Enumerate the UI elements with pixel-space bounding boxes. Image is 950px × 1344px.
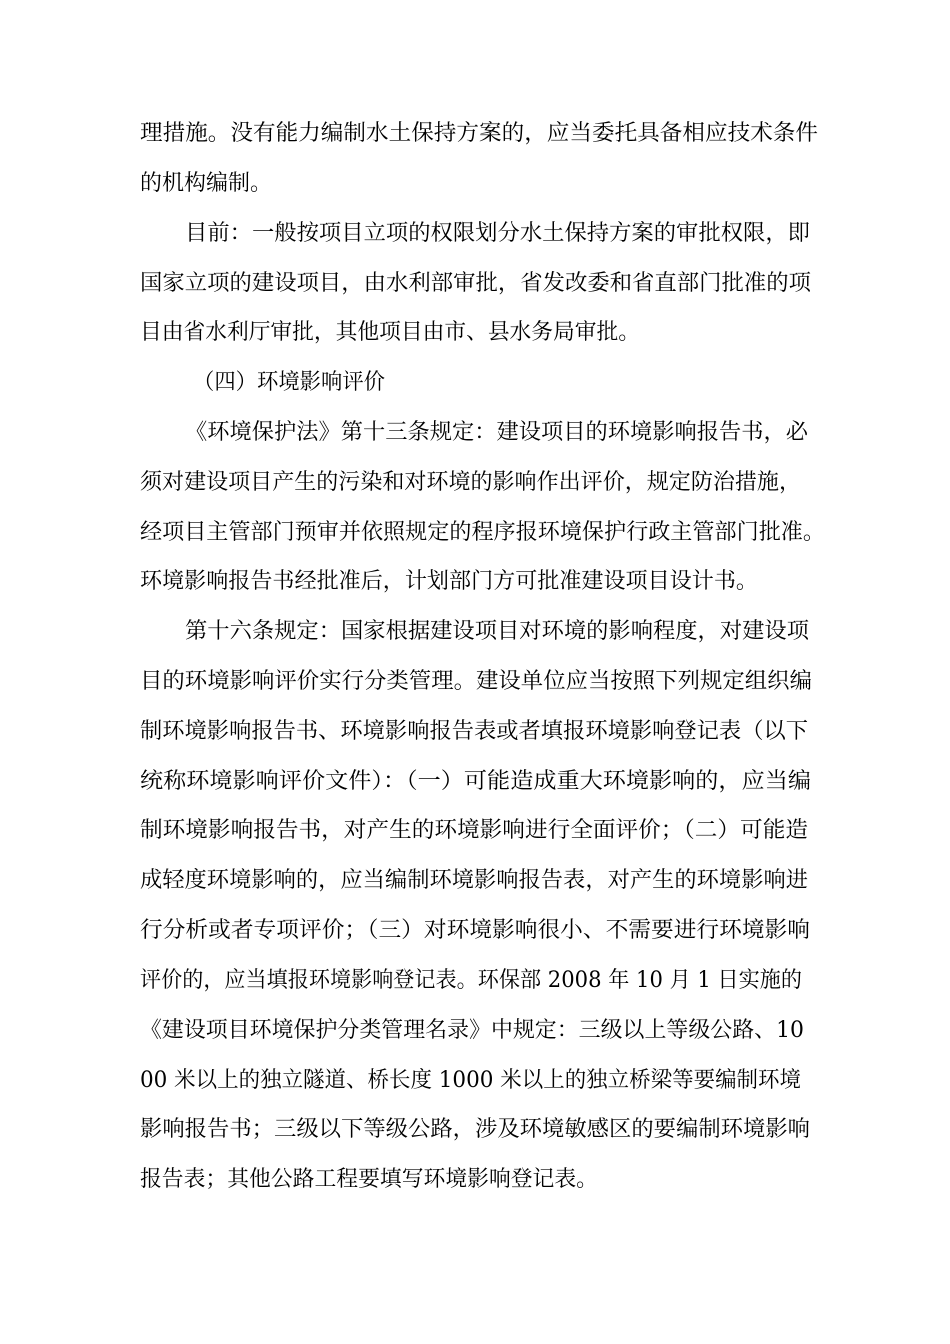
paragraph-line <box>140 463 950 503</box>
paragraph-line <box>140 911 950 951</box>
paragraph-line <box>140 513 950 553</box>
line-text: 国家立项的建设项目，由水利部审批，省发改委和省直部门批准的项 <box>140 271 811 296</box>
line-text: （四）环境影响评价 <box>193 370 385 395</box>
paragraph-line <box>140 811 950 851</box>
line-text: 《建设项目环境保护分类管理名录》中规定：三级以上等级公路、10 <box>140 1018 804 1043</box>
line-text: 制环境影响报告书、环境影响报告表或者填报环境影响登记表（以下 <box>140 719 808 744</box>
paragraph-line <box>140 164 950 204</box>
line-text: 理措施。没有能力编制水土保持方案的，应当委托具备相应技术条件 <box>140 121 818 146</box>
line-text: 的机构编制。 <box>140 171 272 196</box>
paragraph-line <box>140 1160 950 1200</box>
section-heading <box>193 363 950 403</box>
line-text: 第十六条规定：国家根据建设项目对环境的影响程度，对建设项 <box>185 619 809 644</box>
line-text: 成轻度环境影响的，应当编制环境影响报告表，对产生的环境影响进 <box>140 868 808 893</box>
line-text: 00 米以上的独立隧道、桥长度 1000 米以上的独立桥梁等要编制环境 <box>140 1068 801 1093</box>
paragraph-line <box>185 413 950 453</box>
line-text: 制环境影响报告书，对产生的环境影响进行全面评价；（二）可能造 <box>140 818 808 843</box>
line-text: 统称环境影响评价文件）：（一）可能造成重大环境影响的，应当编 <box>140 769 811 794</box>
line-text: 须对建设项目产生的污染和对环境的影响作出评价，规定防治措施， <box>140 470 801 495</box>
paragraph-line <box>140 712 950 752</box>
paragraph-line <box>140 1061 950 1101</box>
paragraph-line <box>140 762 950 802</box>
line-text: 行分析或者专项评价；（三）对环境影响很小、不需要进行环境影响 <box>140 918 810 943</box>
paragraph-line <box>140 1011 950 1051</box>
line-text: 环境影响报告书经批准后，计划部门方可批准建设项目设计书。 <box>140 569 758 594</box>
paragraph-line <box>140 861 950 901</box>
paragraph-line <box>140 264 950 304</box>
line-text: 目的环境影响评价实行分类管理。建设单位应当按照下列规定组织编 <box>140 669 812 694</box>
paragraph-line <box>185 214 950 254</box>
paragraph-line <box>140 562 950 602</box>
paragraph-line <box>140 662 950 702</box>
line-text: 目由省水利厅审批，其他项目由市、县水务局审批。 <box>140 320 640 345</box>
line-text: 《环境保护法》第十三条规定：建设项目的环境影响报告书，必 <box>185 420 808 445</box>
paragraph-line <box>140 313 950 353</box>
line-text: 目前：一般按项目立项的权限划分水土保持方案的审批权限，即 <box>185 221 810 246</box>
line-text: 经项目主管部门预审并依照规定的程序报环境保护行政主管部门批准。 <box>140 520 825 545</box>
paragraph-line <box>140 1110 950 1150</box>
paragraph-line <box>140 961 950 1001</box>
paragraph-line <box>140 114 950 154</box>
line-text: 影响报告书；三级以下等级公路，涉及环境敏感区的要编制环境影响 <box>140 1117 811 1142</box>
line-text: 评价的，应当填报环境影响登记表。环保部 2008 年 10 月 1 日实施的 <box>140 968 802 993</box>
paragraph-line <box>185 612 950 652</box>
line-text: 报告表；其他公路工程要填写环境影响登记表。 <box>140 1167 598 1192</box>
